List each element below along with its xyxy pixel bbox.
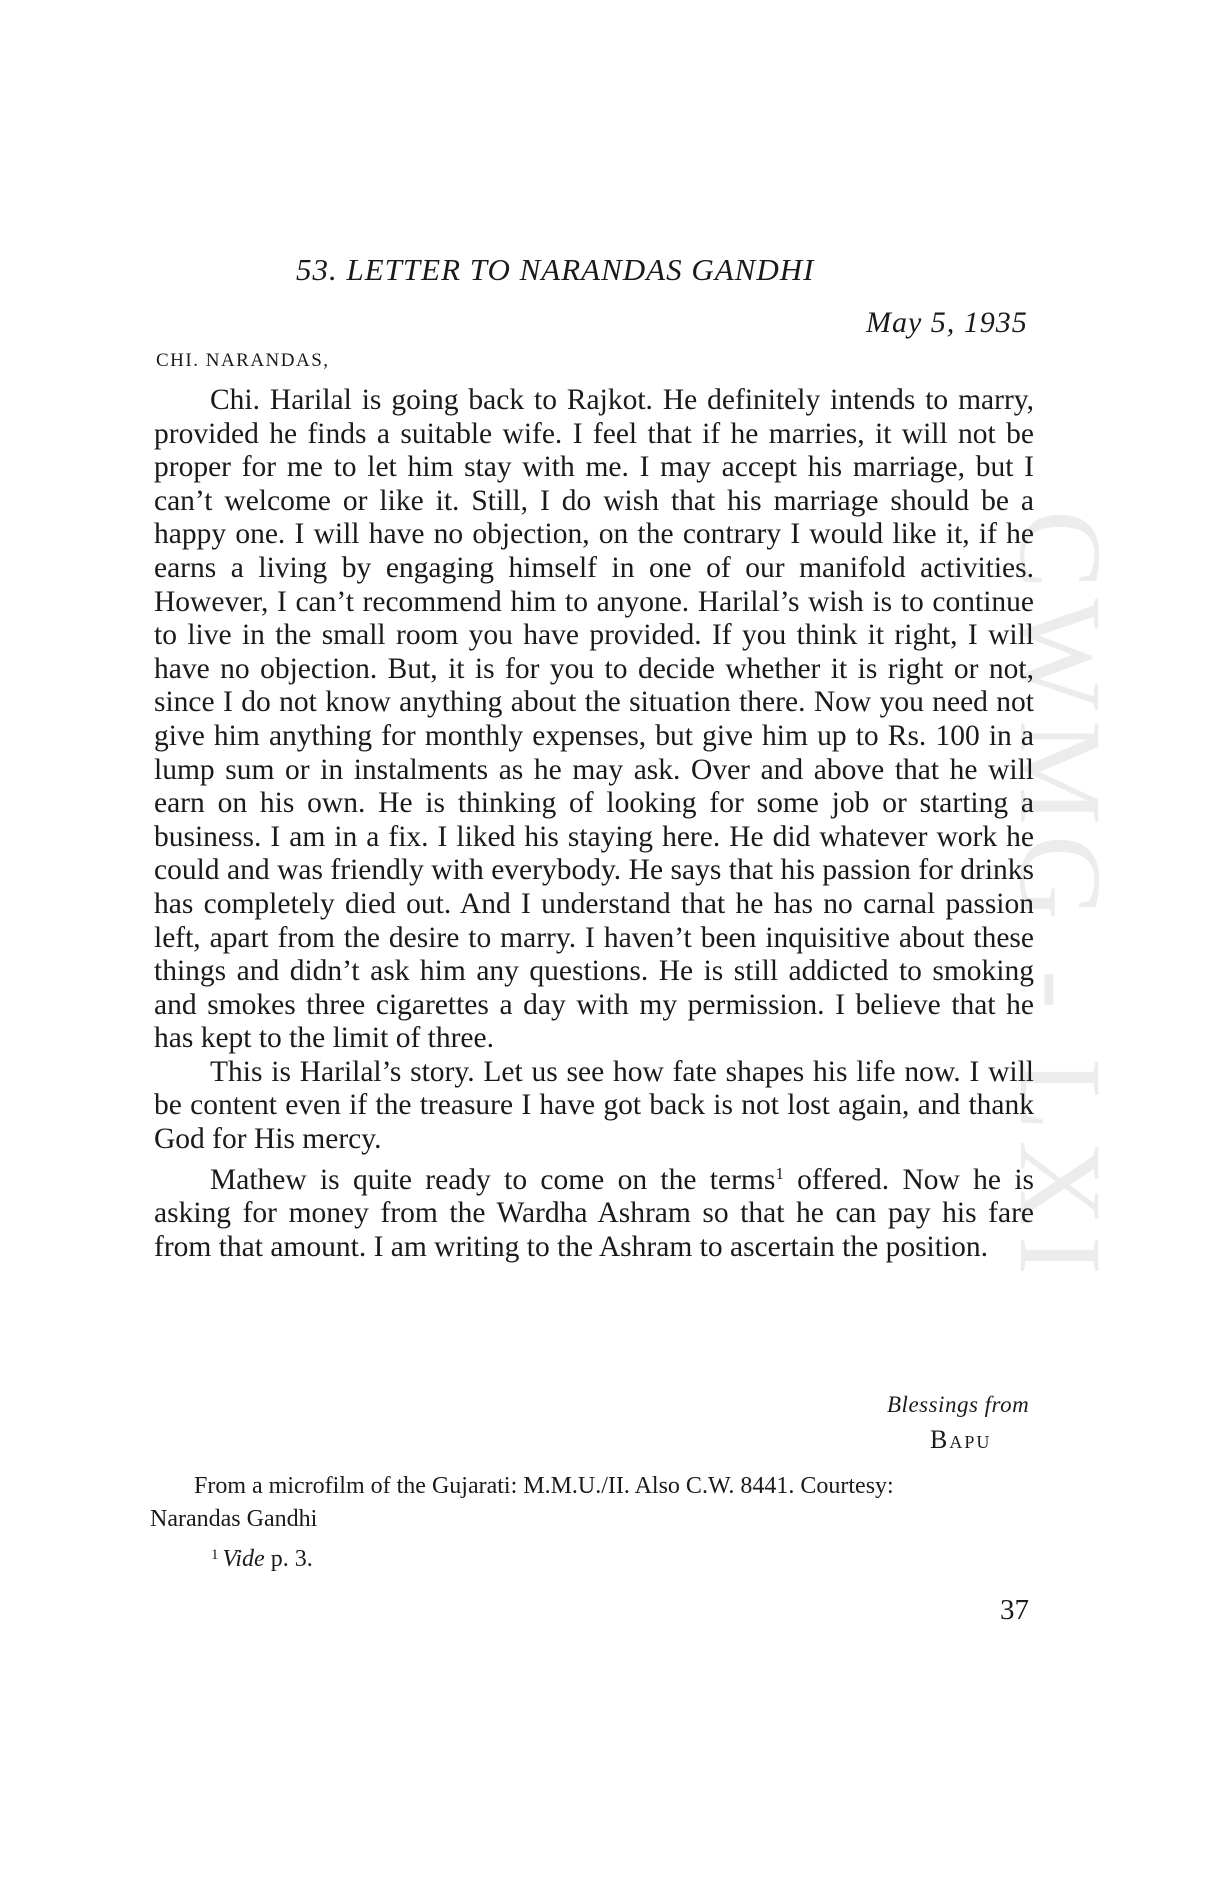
signature: Bapu — [930, 1425, 992, 1454]
source-line-1: From a microfilm of the Gujarati: M.M.U./II. Also C.W. 8441. Courtesy: — [194, 1473, 894, 1499]
salutation: CHI. NARANDAS, — [156, 350, 330, 371]
source-line-2: Narandas Gandhi — [150, 1506, 318, 1532]
footnote-text: p. 3. — [264, 1546, 313, 1572]
footnote-marker: 1 — [211, 1547, 219, 1563]
footnote — [211, 1546, 313, 1573]
letter-title: 53. LETTER TO NARANDAS GANDHI — [296, 252, 815, 287]
watermark: CWMG - LXI — [995, 510, 1126, 1286]
page-number: 37 — [1000, 1594, 1029, 1626]
footnote-italic: Vide — [222, 1546, 265, 1572]
paragraph-1: Chi. Harilal is going back to Rajkot. He definitely intends to marry, provided he finds a suitable wife. I feel that if he marries, it will not be proper for me to let him stay with me. I may accept his marriage, but I can’t welcome or like it. Still, I do wish that his marriage should be a happy one. I will have no objection, on the contrary I would like it, if he earns a living by engaging himself in one of our manifold activities. However, I can’t recommend him to anyone. Harilal’s wish is to continue to live in the small room you have provided. If you think it right, I will have no objection. But, it is for you to decide whether it is right or not, since I do not know anything about the situation there. Now you need not give him anything for monthly expenses, but give him up to Rs. 100 in a lump sum or in instalments as he may ask. Over and above that he will earn on his own. He is thinking of looking for some job or starting a business. I am in a fix. I liked his staying here. He did whatever work he could and was friendly with everybody. He says that his passion for drinks has completely died out. And I understand that he has no carnal passion left, apart from the desire to marry. I haven’t been inquisitive about these things and didn’t ask him any questions. He is still addicted to smoking and smokes three cigarettes a day with my permission. I believe that he has kept to the limit of three. — [154, 384, 1034, 1055]
letter-body — [154, 384, 1034, 1264]
paragraph-3 — [154, 1157, 1034, 1265]
paragraph-3-text-b: offered. Now he is asking for money from the Wardha Ashram so that he can pay his fare from that amount. I am writing to the Ashram to ascertain the position. — [154, 1163, 1034, 1263]
footnote-reference: 1 — [775, 1163, 784, 1183]
letter-date: May 5, 1935 — [866, 306, 1028, 339]
paragraph-2: This is Harilal’s story. Let us see how fate shapes his life now. I will be content even if the treasure I have got back is not lost again, and thank God for His mercy. — [154, 1055, 1034, 1156]
paragraph-3-text-a: Mathew is quite ready to come on the terms — [210, 1163, 776, 1196]
closing-blessings: Blessings from — [887, 1392, 1030, 1417]
source-note — [150, 1470, 1034, 1536]
